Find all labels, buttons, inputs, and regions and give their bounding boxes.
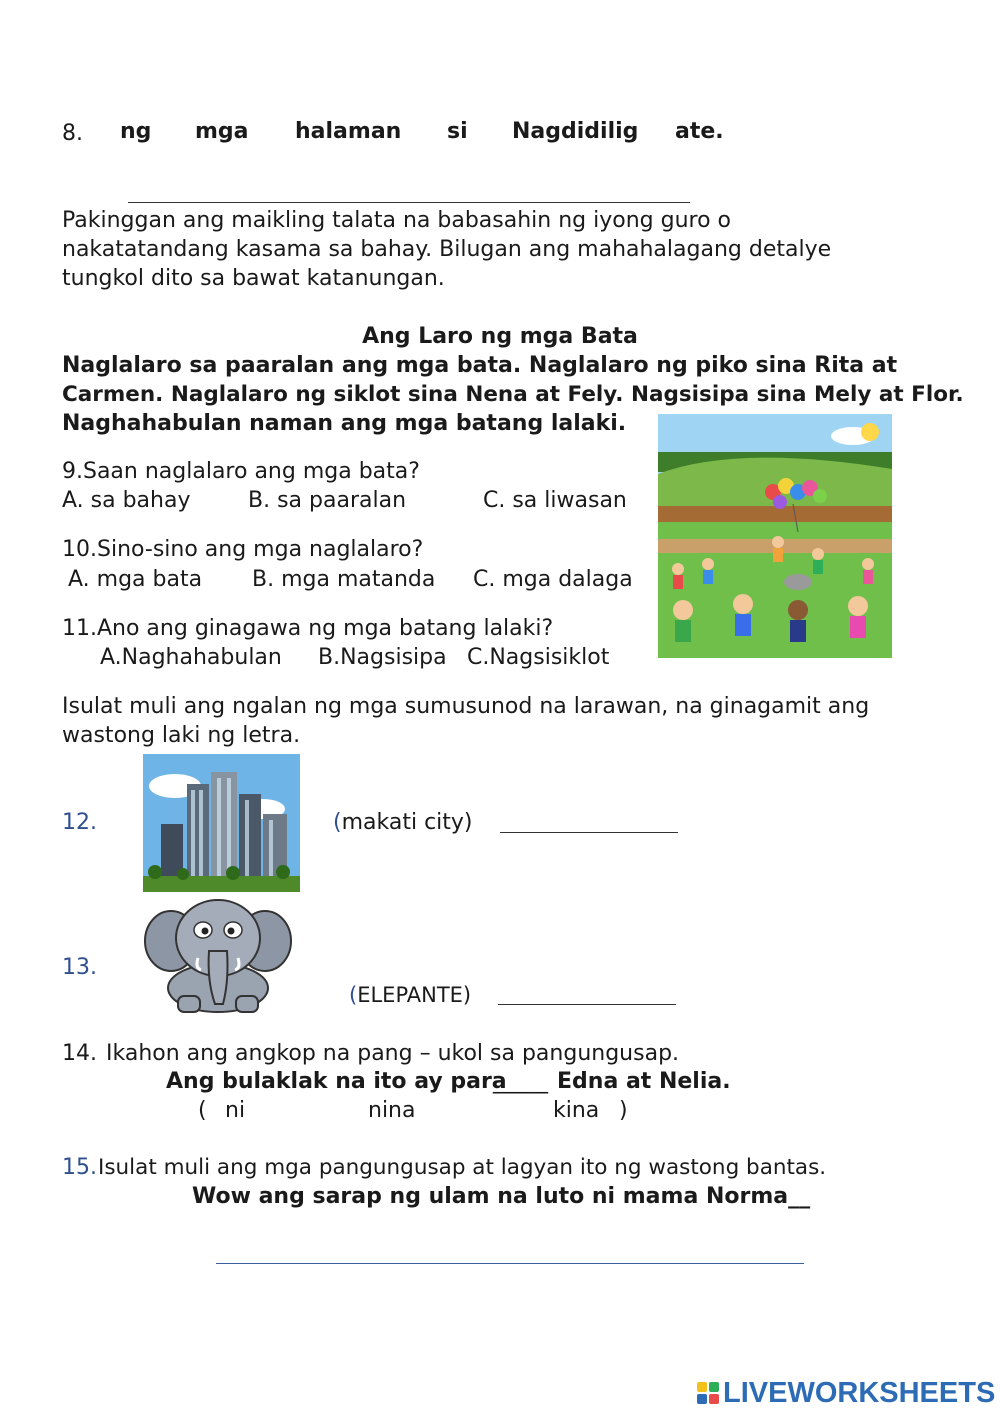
q10-question: 10.Sino-sino ang mga naglalaro?: [62, 537, 424, 562]
instructions2-line-1: Isulat muli ang ngalan ng mga sumusunod na larawan, na ginagamit ang: [62, 694, 870, 719]
q8-word-2: mga: [195, 119, 249, 144]
q14-choice-kina[interactable]: kina: [553, 1098, 600, 1123]
q13-answer-line[interactable]: [498, 1004, 676, 1005]
logo-mark-icon: [697, 1382, 719, 1404]
q14-instruction: Ikahon ang angkop na pang – ukol sa pangungusap.: [106, 1041, 680, 1066]
q12-word-text: makati city): [341, 810, 473, 835]
q14-open-paren: (: [198, 1098, 207, 1123]
q12-number: 12.: [62, 810, 97, 835]
city-image: [143, 754, 300, 892]
q10-option-c[interactable]: C. mga dalaga: [473, 567, 633, 592]
playground-image: [658, 414, 892, 658]
q8-word-4: si: [447, 119, 468, 144]
q8-word-3: halaman: [295, 119, 402, 144]
q8-word-6: ate.: [675, 119, 724, 144]
q11-option-b[interactable]: B.Nagsisipa: [318, 645, 447, 670]
q14-choice-nina[interactable]: nina: [368, 1098, 416, 1123]
q14-sentence-after: Edna at Nelia.: [557, 1069, 731, 1094]
brand-name: LIVEWORKSHEETS: [723, 1376, 996, 1409]
q12-answer-line[interactable]: [500, 832, 678, 833]
q8-number: 8.: [62, 121, 83, 146]
q10-option-a[interactable]: A. mga bata: [68, 567, 203, 592]
q13-number: 13.: [62, 955, 97, 980]
story-title: Ang Laro ng mga Bata: [362, 324, 638, 349]
q9-option-a[interactable]: A. sa bahay: [62, 488, 191, 513]
q8-word-1: ng: [120, 119, 152, 144]
instructions-line-1: Pakinggan ang maikling talata na babasahin ng iyong guro o: [62, 208, 732, 233]
q12-word: [333, 808, 473, 837]
q14-close-paren: ): [619, 1098, 628, 1123]
q11-option-c[interactable]: C.Nagsisiklot: [467, 645, 610, 670]
instructions2-line-2: wastong laki ng letra.: [62, 723, 301, 748]
q8-answer-line[interactable]: [128, 202, 690, 203]
story-line-1: Naglalaro sa paaralan ang mga bata. Naglalaro ng piko sina Rita at: [62, 353, 898, 378]
elephant-image: [143, 896, 293, 1014]
q14-number: 14.: [62, 1041, 97, 1066]
q8-word-5: Nagdidilig: [512, 119, 639, 144]
liveworksheets-logo[interactable]: [697, 1378, 995, 1408]
q11-option-a[interactable]: A.Naghahabulan: [100, 645, 282, 670]
story-line-2: Carmen. Naglalaro ng siklot sina Nena at Fely. Nagsisipa sina Mely at Flor.: [62, 382, 964, 407]
q14-choice-ni[interactable]: ni: [225, 1098, 246, 1123]
story-line-3: Naghahabulan naman ang mga batang lalaki.: [62, 411, 627, 436]
q9-option-c[interactable]: C. sa liwasan: [483, 488, 627, 513]
q12-open-paren: (: [333, 810, 342, 835]
q11-question: 11.Ano ang ginagawa ng mga batang lalaki?: [62, 616, 554, 641]
instructions-line-2: nakatatandang kasama sa bahay. Bilugan ang mahahalagang detalye: [62, 237, 832, 262]
q9-option-b[interactable]: B. sa paaralan: [248, 488, 407, 513]
q13-word: [349, 981, 471, 1010]
q13-word-text: ELEPANTE): [357, 983, 472, 1007]
q15-instruction: Isulat muli ang mga pangungusap at lagyan ito ng wastong bantas.: [98, 1155, 827, 1180]
q15-answer-line[interactable]: [216, 1263, 804, 1264]
q15-sentence: Wow ang sarap ng ulam na luto ni mama Norma__: [192, 1184, 811, 1209]
q14-blank: _____: [493, 1069, 548, 1094]
q13-open-paren: (: [349, 983, 358, 1007]
q15-number: 15.: [62, 1155, 97, 1180]
q14-sentence-before: Ang bulaklak na ito ay para: [166, 1069, 507, 1094]
q9-question: 9.Saan naglalaro ang mga bata?: [62, 459, 420, 484]
instructions-line-3: tungkol dito sa bawat katanungan.: [62, 266, 445, 291]
q10-option-b[interactable]: B. mga matanda: [252, 567, 436, 592]
